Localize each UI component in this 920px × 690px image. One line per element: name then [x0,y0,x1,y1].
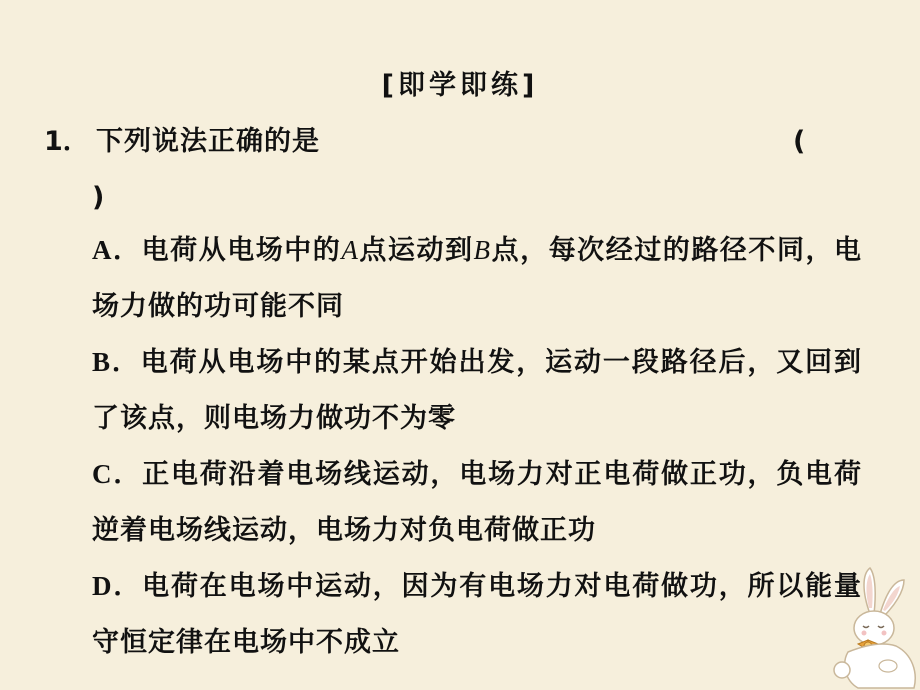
option-a-letter: A． [92,235,142,265]
option-c [92,446,862,559]
section-heading: [即学即练] [381,70,539,101]
option-d-text: 电荷在电场中运动，因为有电场力对电荷做功，所以能量守恒定律在电场中不成立 [92,571,863,658]
answer-paren-close: ) [92,182,105,213]
answer-paren-open: ( [793,126,806,157]
option-c-text: 正电荷沿着电场线运动，电场力对正电荷做正功，负电荷逆着电场线运动，电场力对负电荷做正功 [92,459,863,546]
option-a-var-a: A [341,235,359,265]
option-b-letter: B． [92,347,141,377]
question-stem: 下列说法正确的是 [96,126,320,157]
option-d-letter: D． [92,571,143,601]
option-a-var-b: B [473,235,492,265]
option-a-text-1: 电荷从电场中的 [141,235,342,266]
option-b-text: 电荷从电场中的某点开始出发，运动一段路径后，又回到了该点，则电场力做功不为零 [92,347,862,434]
option-a [92,222,862,335]
option-a-text-3: 点，每次经过的路径不同，电场力做的功可能不同 [92,235,863,322]
option-d [92,558,862,671]
option-c-letter: C． [92,459,143,489]
question-number: 1． [44,126,90,157]
rabbit-mascot-icon [818,562,920,690]
option-b [92,334,862,447]
option-a-text-2: 点运动到 [358,235,474,266]
